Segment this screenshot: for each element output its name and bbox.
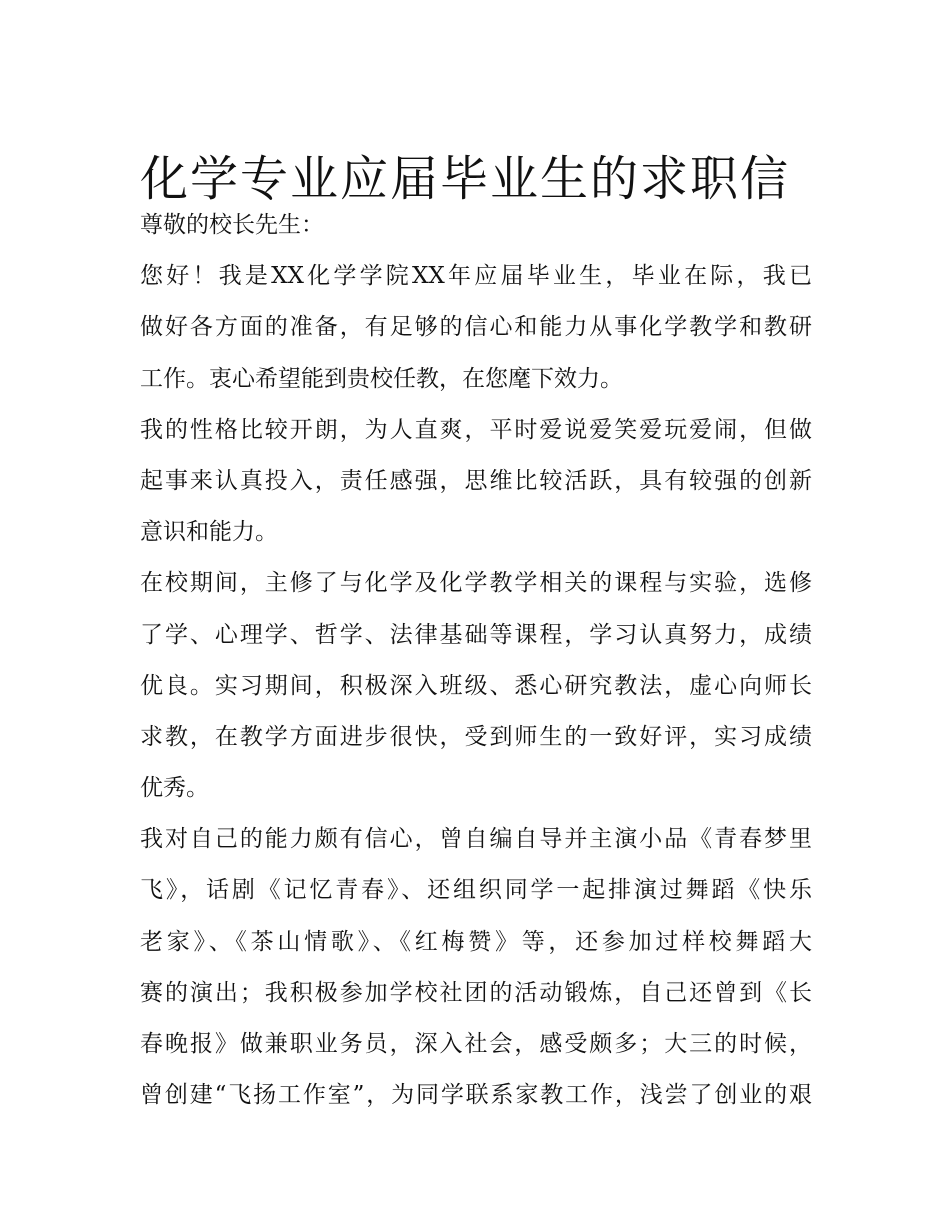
salutation-line: 尊敬的校长先生：: [140, 212, 324, 238]
text-line: 工作。衷心希望能到贵校任教，在您麾下效力。: [140, 365, 623, 392]
page-title: 化学专业应届毕业生的求职信: [140, 151, 791, 208]
text-line: 求教，在教学方面进步很快，受到师生的一致好评，实习成绩: [140, 723, 812, 750]
text-line: 飞》，话剧《记忆青春》、还组织同学一起排演过舞蹈《快乐: [140, 877, 812, 904]
text-line: 我的性格比较开朗，为人直爽，平时爱说爱笑爱玩爱闹，但做: [140, 416, 812, 443]
text-line: 做好各方面的准备，有足够的信心和能力从事化学教学和教研: [140, 314, 812, 341]
text-line: 春晚报》做兼职业务员，深入社会，感受颇多；大三的时候，: [140, 1031, 812, 1057]
text-line: 起事来认真投入，责任感强，思维比较活跃，具有较强的创新: [140, 467, 812, 494]
text-line: 优良。实习期间，积极深入班级、悉心研究教法，虚心向师长: [140, 672, 812, 699]
text-line: 优秀。: [140, 775, 209, 802]
text-line: 意识和能力。: [140, 519, 278, 546]
text-line: 赛的演出；我积极参加学校社团的活动锻炼，自己还曾到《长: [140, 979, 812, 1006]
text-line: 了学、心理学、哲学、法律基础等课程，学习认真努力，成绩: [140, 621, 812, 648]
letter-body: [140, 200, 812, 1121]
text-line: 我对自己的能力颇有信心，曾自编自导并主演小品《青春梦里: [140, 826, 812, 853]
text-line: 老家》、《茶山情歌》、《红梅赞》等，还参加过样校舞蹈大: [140, 928, 812, 955]
text-line: 曾创建“飞扬工作室”，为同学联系家教工作，浅尝了创业的艰: [140, 1082, 812, 1109]
text-line: 您好！我是XX化学学院XX年应届毕业生，毕业在际，我已: [140, 263, 812, 290]
text-line: 在校期间，主修了与化学及化学教学相关的课程与实验，选修: [140, 570, 812, 597]
